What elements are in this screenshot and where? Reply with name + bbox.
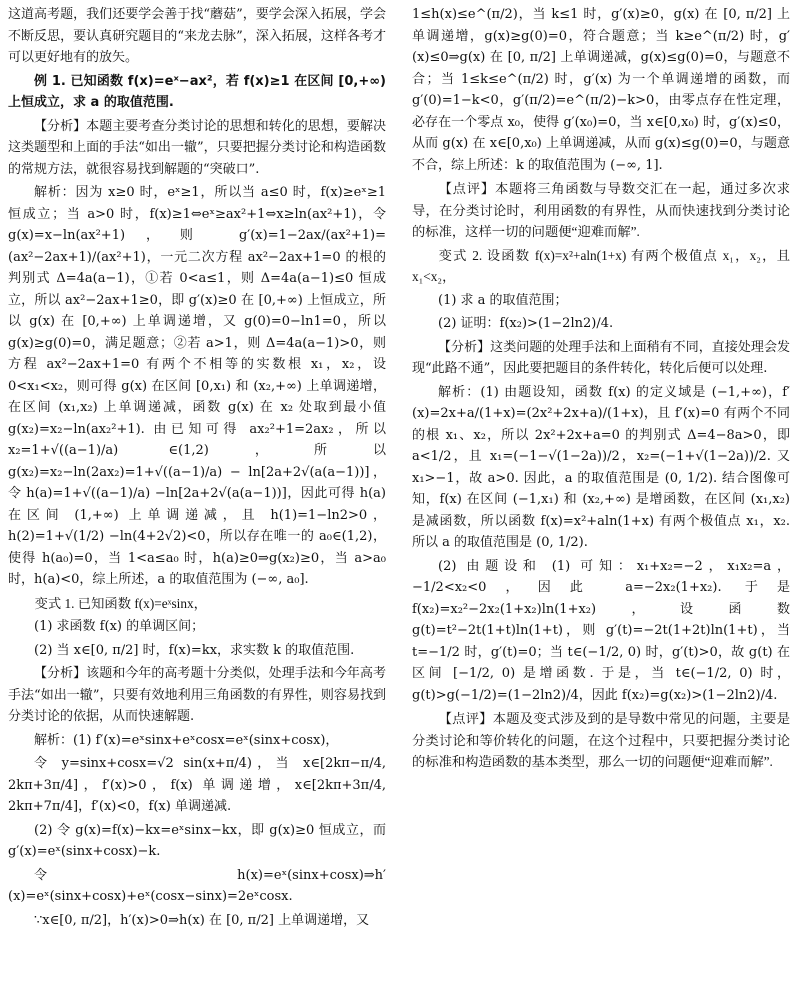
paragraph: 【点评】本题及变式涉及到的是导数中常见的问题，主要是分类讨论和等价转化的问题，在这个过程中，只要把握分类讨论的标准和构造函数的基本类型，那么一切的问题便“迎难而解”. (412, 711, 790, 769)
paragraph: 解析：(1) f′(x)=eˣsinx+eˣcosx=eˣ(sinx+cosx)， (34, 732, 339, 748)
paragraph: (2) 当 x∈[0, π/2] 时，f(x)=kx，求实数 k 的取值范围. (34, 642, 355, 658)
paragraph: (1) 求 a 的取值范围； (438, 292, 568, 308)
paragraph: ∵x∈[0, π/2]，h′(x)>0⇒h(x) 在 [0, π/2] 上单调递增，又 (34, 912, 370, 928)
left-column (8, 4, 386, 933)
paragraph: (2) 证明：f(x₂)>(1−2ln2)/4. (438, 316, 614, 331)
paragraph: 例 1. 已知函数 f(x)=eˣ−ax²，若 f(x)≥1 在区间 [0,+∞) 上恒成立，求 a 的取值范围. (8, 73, 386, 110)
paragraph: 解析：因为 x≥0 时，eˣ≥1，所以当 a≤0 时，f(x)≥eˣ≥1 恒成立；当 a>0 时，f(x)≥1⇔eˣ≥ax²+1⇔x≥ln(ax²+1)，令 g(x)=x−ln(ax²+1)，则 g′(x)=1−2ax/(ax²+1)=(ax²−2ax+1)/(ax²+1)，一元二次方程 ax²−2ax+1=0 的根的判别式 Δ=4a(a−1)，①若 0<a≤1，则 Δ=4a(a−1)≤0 恒成立，所以 ax²−2ax+1≥0，即 g′(x)≥0 在 [0,+∞) 上恒成立，所以 g(x) 在 [0,+∞) 上单调递增，又 g(0)=0−ln1=0，所以 g(x)≥g(0)=0，满足题意；②若 a>1，则 Δ=4a(a−1)>0，则方程 ax²−2ax+1=0 有两个不相等的实数根 x₁，x₂，设 0<x₁<x₂，则可得 g(x) 在区间 [0,x₁) 和 (x₂,+∞) 上单调递增，在区间 (x₁,x₂) 上单调递减，函数 g(x) 在 x₂ 处取到最小值 g(x₂)=x₂−ln(ax₂²+1). 由已知可得 ax₂²+1=2ax₂，所以 x₂=1+√((a−1)/a) ∈(1,2)，所以 g(x₂)=x₂−ln(2ax₂)=1+√((a−1)/a) − ln[2a+2√(a(a−1))]，令 h(a)=1+√((a−1)/a) −ln[2a+2√(a(a−1))]，因此可得 h(a) 在区间 (1,+∞) 上单调递减，且 h(1)=1−ln2>0，h(2)=1+√(1/2) −ln(4+2√2)<0，所以存在唯一的 a₀∈(1,2)，使得 h(a₀)=0，当 1<a≤a₀ 时，h(a)≥0⇒g(x₂)≥0，当 a>a₀ 时，h(a)<0，综上所述，a 的取值范围为 (−∞, a₀]. (8, 185, 386, 587)
paragraph: 这道高考题，我们还要学会善于找“蘑菇”，要学会深入拓展，学会不断反思，要认真研究题目的“来龙去脉”，深入拓展，这样各考才可以更好地有的放矢。 (8, 7, 386, 65)
paragraph: 变式 2. 设函数 f(x)=x²+aln(1+x) 有两个极值点 x₁，x₂，且 x₁<x₂， (412, 247, 790, 284)
paragraph: 【点评】本题将三角函数与导数交汇在一起，通过多次求导，在分类讨论时，利用函数的有界性，从而快速找到分类讨论的标准，这样一切的问题便“迎难而解”. (412, 181, 790, 239)
paragraph: 【分析】本题主要考查分类讨论的思想和转化的思想，要解决这类题型和上面的手法“如出一辙”，只要把握分类讨论和构造函数的常规方法，就很容易找到解题的“突破口”. (8, 118, 386, 177)
right-column (412, 4, 790, 775)
paragraph: 变式 1. 已知函数 f(x)=eˣsinx， (34, 595, 207, 611)
paragraph: 【分析】这类问题的处理手法和上面稍有不同，直接处理会发现“此路不通”，因此要把题目的条件转化，转化后便可以处理. (412, 339, 790, 376)
paragraph: 令 h(x)=eˣ(sinx+cosx)⇒h′(x)=eˣ(sinx+cosx)+eˣ(cosx−sinx)=2eˣcosx. (8, 867, 386, 904)
paragraph: 1≤h(x)≤e^(π/2)，当 k≤1 时，g′(x)≥0，g(x) 在 [0, π/2] 上单调递增，g(x)≥g(0)=0，符合题意；当 k≥e^(π/2) 时，g′(x)≤0⇒g(x) 在 [0, π/2] 上单调递减，g(x)≤g(0)=0，与题意不合；当 1≤k≤e^(π/2) 时，g′(x) 为一个单调递增的函数，而 g′(0)=1−k<0，g′(π/2)=e^(π/2)−k>0，由零点存在性定理，必存在一个零点 x₀，使得 g′(x₀)=0，当 x∈[0,x₀) 时，g′(x)≤0，从而 g(x) 在 x∈[0,x₀) 上单调递减，从而 g(x)≤g(0)=0，与题意不合，综上所述：k 的取值范围为 (−∞, 1]. (412, 7, 790, 173)
paragraph: (2) 由题设和 (1) 可知：x₁+x₂=−2，x₁x₂=a，−1/2<x₂<0，因此 a=−2x₂(1+x₂). 于是 f(x₂)=x₂²−2x₂(1+x₂)ln(1+x₂)，设函数 g(t)=t²−2t(1+t)ln(1+t)，则 g′(t)=−2t(1+2t)ln(1+t)，当 t=−1/2 时，g′(t)=0；当 t∈(−1/2, 0) 时，g′(t)>0，故 g(t) 在区间 [−1/2, 0) 是增函数. 于是，当 t∈(−1/2, 0) 时，g(t)>g(−1/2)=(1−2ln2)/4，因此 f(x₂)=g(x₂)>(1−2ln2)/4. (412, 558, 790, 703)
paragraph: (1) 求函数 f(x) 的单调区间； (34, 619, 205, 634)
paragraph: 【分析】该题和今年的高考题十分类似，处理手法和今年高考手法“如出一辙”，只要有效地利用三角函数的有界性，则容易找到分类讨论的依据，从而快速解题. (8, 666, 386, 724)
paragraph: (2) 令 g(x)=f(x)−kx=eˣsinx−kx，即 g(x)≥0 恒成立，而 g′(x)=eˣ(sinx+cosx)−k. (8, 822, 386, 859)
paragraph: 解析：(1) 由题设知，函数 f(x) 的定义域是 (−1,+∞)，f′(x)=2x+a/(1+x)=(2x²+2x+a)/(1+x)，且 f′(x)=0 有两个不同的根 x₁、x₂，所以 2x²+2x+a=0 的判别式 Δ=4−8a>0，即 a<1/2，且 x₁=(−1−√(1−2a))/2，x₂=(−1+√(1−2a))/2. 又 x₁>−1，故 a>0. 因此，a 的取值范围是 (0, 1/2). 结合图像可知，f(x) 在区间 (−1,x₁) 和 (x₂,+∞) 是增函数，在区间 (x₁,x₂) 是减函数，所以函数 f(x)=x²+aln(1+x) 有两个极值点 x₁，x₂. 所以 a 的取值范围是 (0, 1/2). (412, 384, 790, 550)
paragraph: 令 y=sinx+cosx=√2 sin(x+π/4)，当 x∈[2kπ−π/4, 2kπ+3π/4]，f′(x)>0，f(x) 单调递增，x∈[2kπ+3π/4, 2kπ+7π/4]，f′(x)<0，f(x) 单调递减. (8, 756, 386, 814)
